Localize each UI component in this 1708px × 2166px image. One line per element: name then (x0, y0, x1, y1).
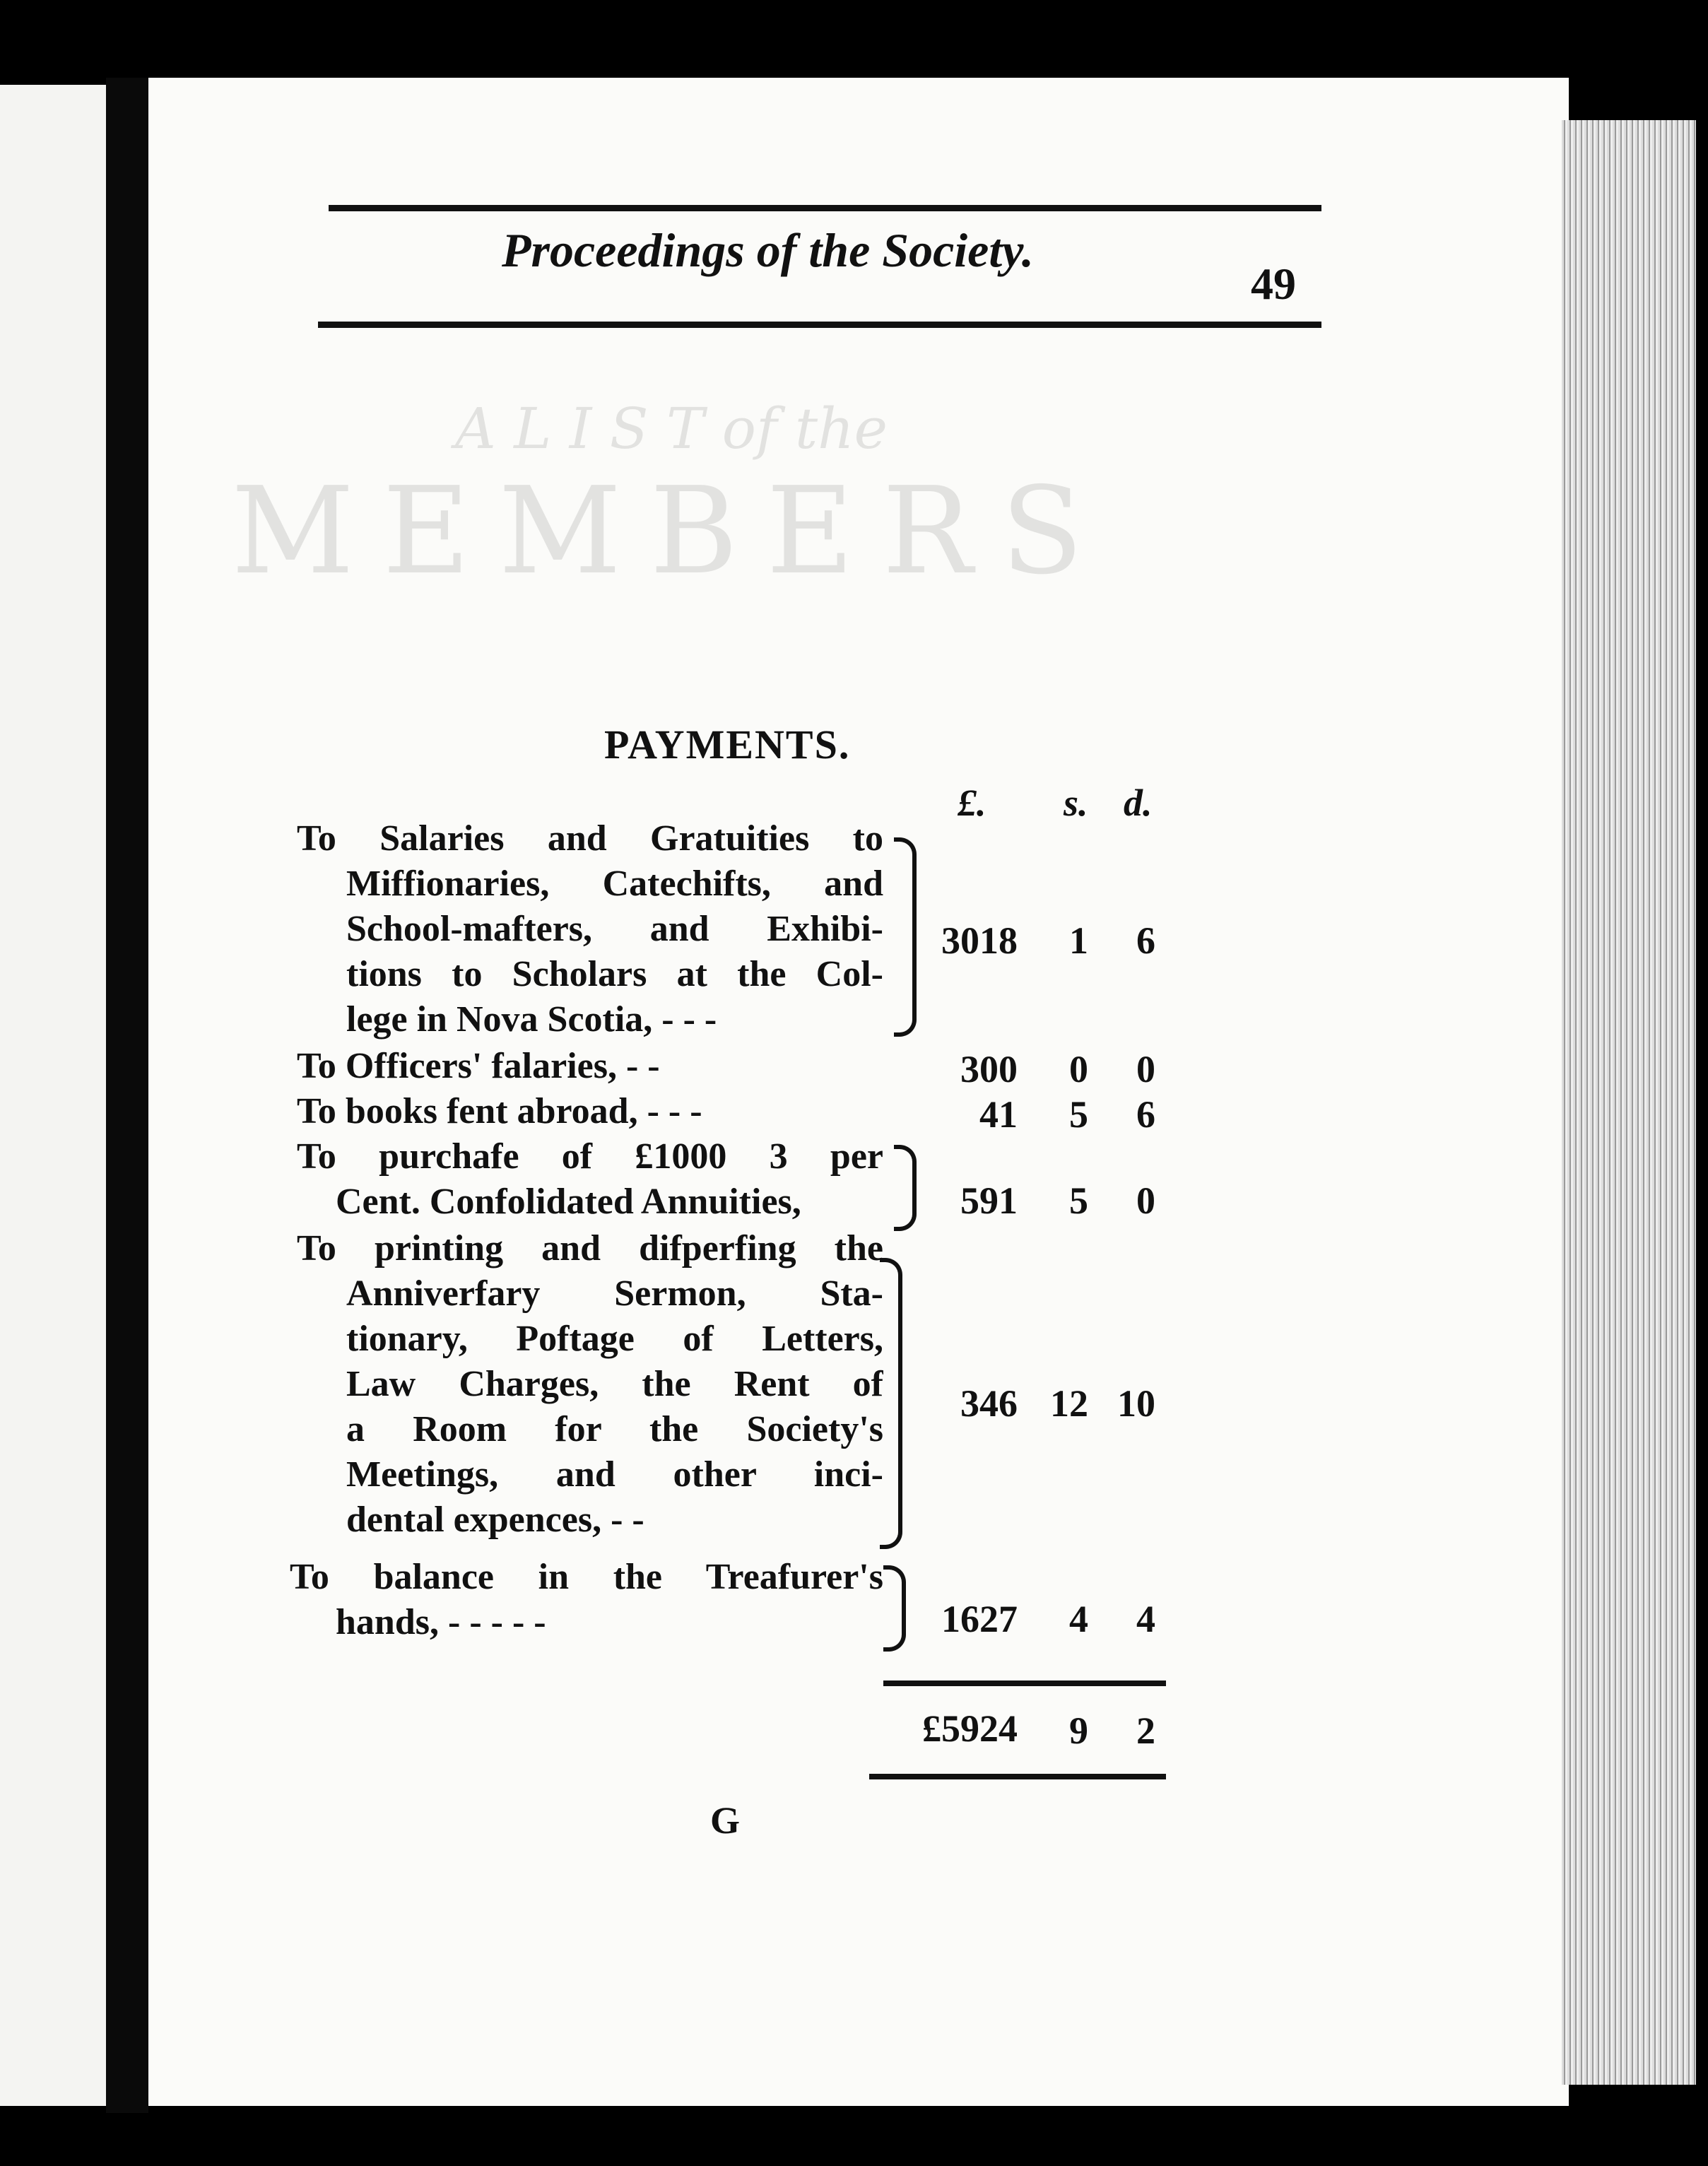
entry-line: tionary, Poftage of Letters, (346, 1319, 883, 1359)
entry-line: To printing and difperfing the (297, 1228, 883, 1269)
payment-entry (290, 1555, 883, 1645)
entry-line: a Room for the Society's (346, 1409, 883, 1449)
entry-line: To books fent abroad, - - - (297, 1091, 702, 1131)
amount-shillings: 4 (1069, 1598, 1088, 1640)
header-top-rule (329, 205, 1321, 211)
entry-line: lege in Nova Scotia, - - - (346, 999, 717, 1040)
brace (894, 837, 917, 1037)
amount-pounds: 41 (979, 1093, 1018, 1136)
total-rule-top (883, 1681, 1166, 1686)
entry-line: To purchafe of £1000 3 per (297, 1136, 883, 1177)
total-rule-bottom (869, 1774, 1166, 1779)
amount-pounds: 3018 (941, 919, 1018, 962)
entry-line: hands, - - - - - (336, 1602, 546, 1642)
facing-page (0, 85, 106, 2106)
amount-pence: 0 (1136, 1179, 1155, 1222)
entry-line: To Salaries and Gratuities to (297, 818, 883, 859)
entry-line: To balance in the Treafurer's (290, 1557, 883, 1597)
col-head-pounds: £. (958, 782, 986, 824)
amount-pence: 4 (1136, 1598, 1155, 1640)
bleed-through-line-2: MEMBERS (231, 461, 1112, 601)
payment-entry (297, 816, 883, 1042)
amount-pounds: 346 (960, 1382, 1018, 1425)
header-bottom-rule (318, 322, 1321, 328)
entry-line: Meetings, and other inci- (346, 1454, 883, 1495)
entry-line: Law Charges, the Rent of (346, 1364, 883, 1404)
brace (883, 1565, 906, 1652)
payment-entry (297, 1226, 883, 1543)
entry-line: dental expences, - - (346, 1500, 644, 1540)
amount-pounds: 1627 (941, 1598, 1018, 1640)
signature-mark: G (710, 1799, 741, 1842)
entry-line: Cent. Confolidated Annuities, (336, 1182, 801, 1222)
bleed-through-text (212, 396, 1131, 601)
amount-pounds: 591 (960, 1179, 1018, 1222)
payment-entry (297, 1089, 883, 1134)
entry-line: School-mafters, and Exhibi- (346, 909, 883, 949)
entry-line: Miffionaries, Catechifts, and (346, 864, 883, 904)
amount-shillings: 0 (1069, 1048, 1088, 1090)
amount-shillings: 5 (1069, 1093, 1088, 1136)
amount-shillings: 12 (1050, 1382, 1088, 1425)
amount-pence: 0 (1136, 1048, 1155, 1090)
book-gutter (106, 78, 148, 2113)
bleed-through-line-1: A L I S T of the (454, 396, 888, 461)
amount-shillings: 1 (1069, 919, 1088, 962)
col-head-shillings: s. (1064, 782, 1088, 824)
entry-line: To Officers' falaries, - - (297, 1046, 660, 1086)
amount-pence: 6 (1136, 1093, 1155, 1136)
page-number: 49 (1251, 259, 1296, 309)
amount-shillings: 5 (1069, 1179, 1088, 1222)
entry-line: Anniverfary Sermon, Sta- (346, 1273, 883, 1314)
amount-pence: 10 (1117, 1382, 1155, 1425)
total-pounds: £5924 (922, 1707, 1018, 1750)
running-title: Proceedings of the Society. (502, 223, 1034, 277)
brace (880, 1258, 902, 1549)
payment-entry (297, 1134, 883, 1225)
payment-entry (297, 1044, 883, 1089)
section-title: PAYMENTS. (604, 722, 851, 767)
brace (894, 1145, 917, 1231)
amount-pence: 6 (1136, 919, 1155, 962)
page-edges (1562, 120, 1696, 2085)
amount-pounds: 300 (960, 1048, 1018, 1090)
col-head-pence: d. (1124, 782, 1153, 824)
entry-line: tions to Scholars at the Col- (346, 954, 883, 994)
total-shillings: 9 (1069, 1709, 1088, 1752)
total-pence: 2 (1136, 1709, 1155, 1752)
